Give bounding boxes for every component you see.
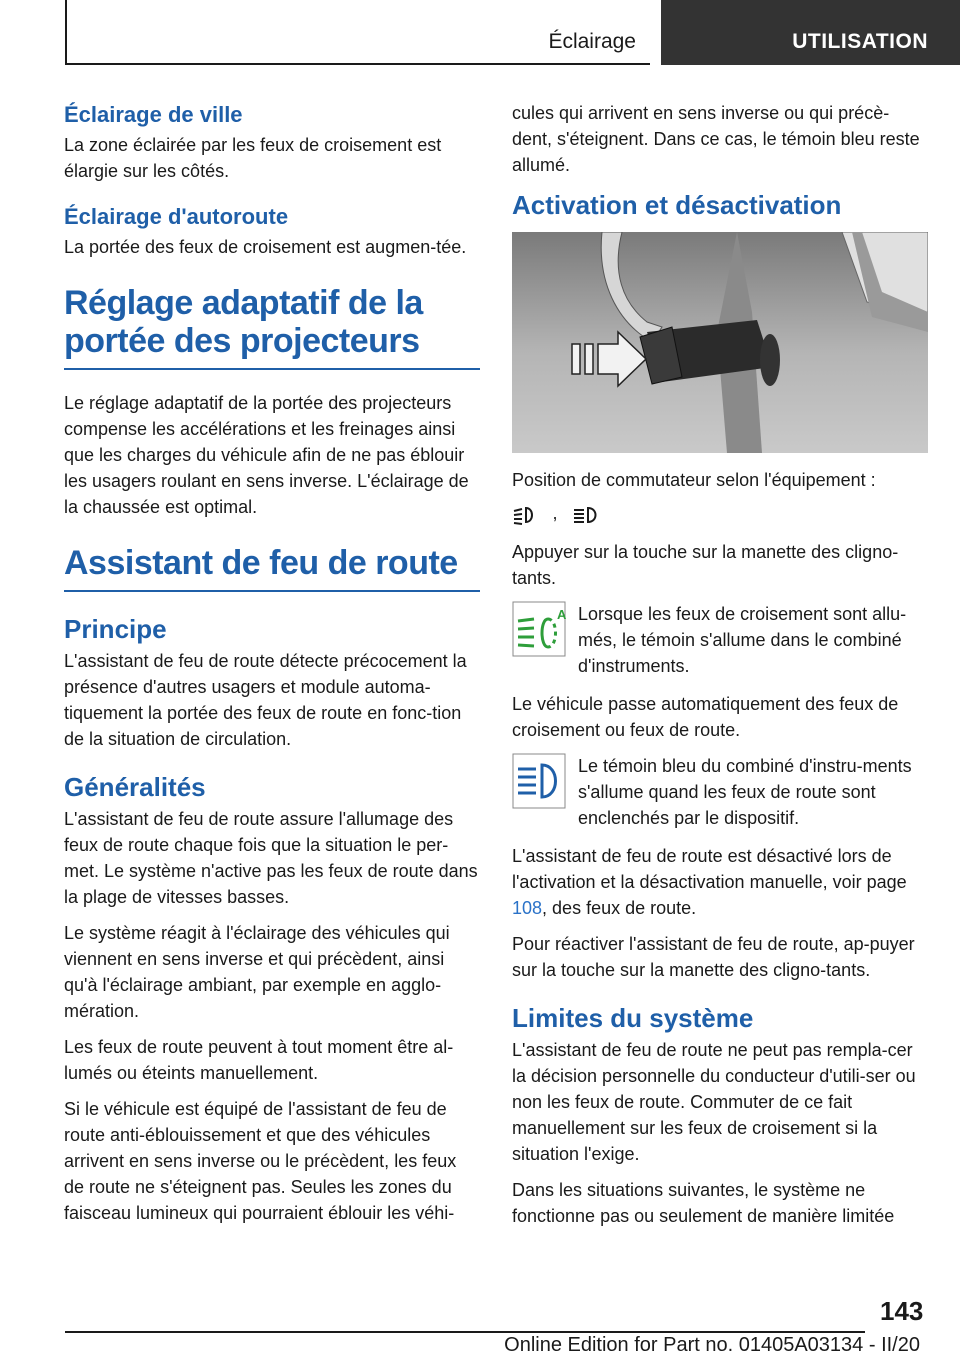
left-column [64, 100, 480, 1236]
header-section-title: Éclairage [548, 30, 636, 53]
blue-indicator-row [512, 753, 928, 831]
paragraph-reactiver: Pour réactiver l'assistant de feu de route, ap-puyer sur la touche sur la manette des cligno-tants. [512, 934, 915, 980]
page-number: 143 [880, 1296, 924, 1326]
turn-signal-stalk-photo [512, 232, 928, 453]
icon-separator: , [552, 503, 558, 523]
header-rule-left [65, 0, 67, 64]
paragraph-reglage-adaptatif: Le réglage adaptatif de la portée des projecteurs compense les accélérations et les freinages ainsi que les charges du véhicule afin de ne pas éblouir les usagers roulant en sens inverse. L'éclairage de la chaussée est optimal. [64, 393, 469, 517]
paragraph-eclairage-autoroute: La portée des feux de croisement est augmen-tée. [64, 237, 467, 257]
paragraph-limites-2: Dans les situations suivantes, le système ne fonctionne pas ou seulement de manière limitée [512, 1180, 895, 1226]
auto-headlight-icon [512, 504, 538, 526]
header-rule-bottom [65, 63, 650, 65]
paragraph-temoin-bleu: Le témoin bleu du combiné d'instru-ments s'allume quand les feux de route sont enclenchés par le dispositif. [578, 756, 912, 828]
green-indicator-row [512, 601, 928, 679]
paragraph-generalites-2: Le système réagit à l'éclairage des véhicules qui viennent en sens inverse et qui précèdent, ainsi qu'à l'éclairage ambiant, par exemple en agglo-mération. [64, 923, 450, 1021]
paragraph-generalites-4: Si le véhicule est équipé de l'assistant de feu de route anti-éblouissement et que des véhicules arrivent en sens inverse ou le précèdent, les feux de route ne s'éteignent pas. Seules les zones du faisceau lumineux qui pourraient éblouir les véhi- [64, 1099, 457, 1223]
paragraph-continuation: cules qui arrivent en sens inverse ou qui précè-dent, s'éteignent. Dans ce cas, le témoin bleu reste allumé. [512, 103, 920, 175]
paragraph-generalites-1: L'assistant de feu de route assure l'allumage des feux de route chaque fois que la situation le per-met. Le système n'active pas les feux de route dans la plage de vitesses basses. [64, 809, 478, 907]
footer-edition: Online Edition for Part no. 01405A03134 - II/20 [504, 1334, 920, 1356]
header-chapter-tab: UTILISATION [661, 0, 960, 65]
paragraph-principe: L'assistant de feu de route détecte précocement la présence d'autres usagers et module automa-tiquement la portée des feux de route en fonc-tion de la situation de circulation. [64, 651, 467, 749]
right-column [512, 100, 928, 1239]
footer-rule [65, 1331, 865, 1333]
blue-indicator-icon [512, 753, 566, 809]
paragraph-appuyer: Appuyer sur la touche sur la manette des cligno-tants. [512, 542, 899, 588]
high-beam-assist-icon [572, 504, 602, 526]
paragraph-desactive: L'assistant de feu de route est désactivé lors de l'activation et la désactivation manuelle, voir page 108, des feux de route. [512, 846, 907, 918]
paragraph-limites-1: L'assistant de feu de route ne peut pas rempla-cer la décision personnelle du conducteur d'utili-ser ou non les feux de route. Commuter de ce fait manuellement sur les feux de croisement si la situation l'exige. [512, 1040, 916, 1164]
heading-generalites: Généralités [64, 772, 206, 802]
paragraph-eclairage-ville: La zone éclairée par les feux de croisement est élargie sur les côtés. [64, 135, 442, 181]
switch-position-icons [512, 503, 928, 529]
page-reference-link[interactable]: 108 [512, 898, 543, 918]
paragraph-generalites-3: Les feux de route peuvent à tout moment être al-lumés ou éteints manuellement. [64, 1037, 454, 1083]
green-indicator-icon [512, 601, 566, 657]
heading-eclairage-autoroute: Éclairage d'autoroute [64, 204, 289, 229]
paragraph-position-commutateur: Position de commutateur selon l'équipement : [512, 470, 876, 490]
heading-principe: Principe [64, 614, 167, 644]
heading-activation: Activation et désactivation [512, 190, 842, 220]
heading-eclairage-ville: Éclairage de ville [64, 102, 243, 127]
svg-text:A: A [557, 607, 566, 622]
heading-reglage-adaptatif: Réglage adaptatif de la portée des projecteurs [64, 284, 480, 370]
paragraph-passe-automatiquement: Le véhicule passe automatiquement des feux de croisement ou feux de route. [512, 694, 899, 740]
heading-assistant-feu-route: Assistant de feu de route [64, 544, 480, 592]
heading-limites: Limites du système [512, 1003, 754, 1033]
paragraph-temoin-vert: Lorsque les feux de croisement sont allu-més, le témoin s'allume dans le combiné d'instruments. [578, 604, 907, 676]
